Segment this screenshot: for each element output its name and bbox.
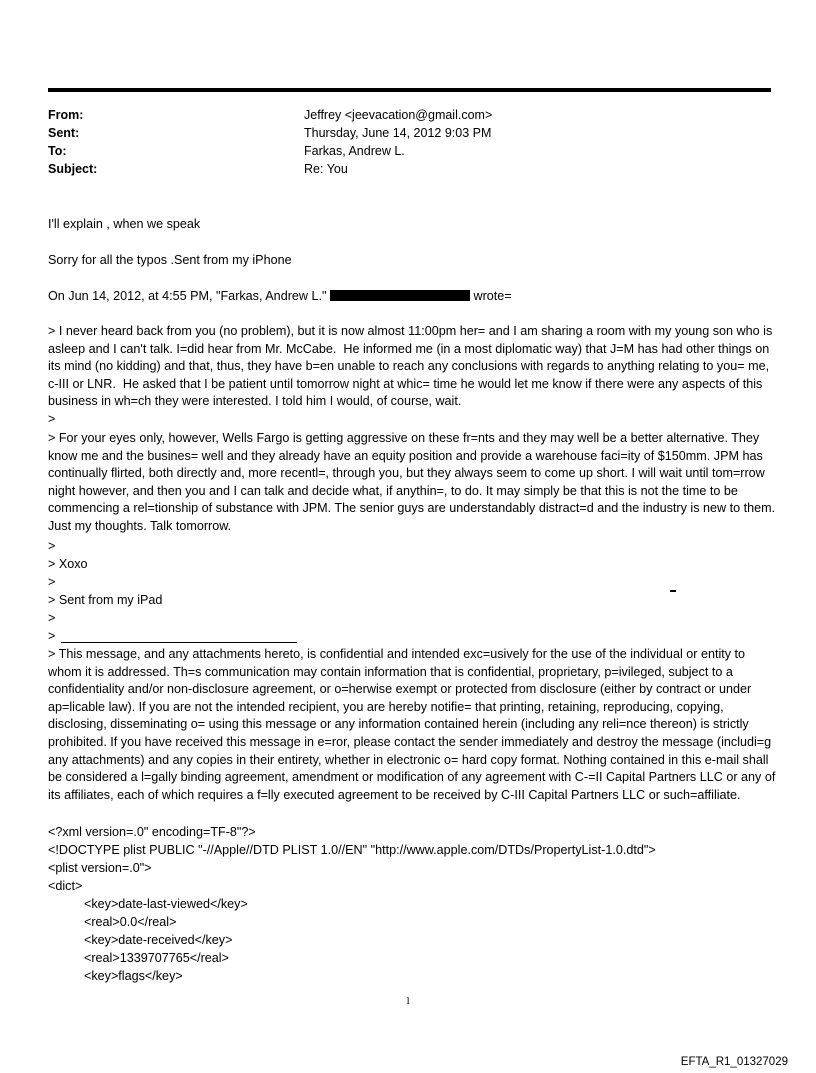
xml-key-date-received: <key>date-received</key>: [84, 933, 233, 947]
page-number: 1: [405, 996, 411, 1007]
xml-real-zero: <real>0.0</real>: [84, 915, 177, 929]
from-label: From:: [48, 108, 84, 122]
body-line-explain: I'll explain , when we speak: [48, 217, 201, 231]
sent-value: Thursday, June 14, 2012 9:03 PM: [304, 126, 492, 140]
xml-real-date: <real>1339707765</real>: [84, 951, 229, 965]
body-line-typos: Sorry for all the typos .Sent from my iPhone: [48, 253, 292, 267]
quoted-sent-ipad: > Sent from my iPad: [48, 593, 163, 607]
subject-value: Re: You: [304, 162, 348, 176]
quoted-gt-1: >: [48, 412, 56, 426]
to-row: [48, 143, 748, 161]
quoted-separator: [48, 628, 778, 646]
signature-line: [61, 631, 297, 643]
quote-intro-suffix: wrote=: [473, 289, 512, 303]
quote-intro: [48, 288, 778, 306]
subject-row: [48, 161, 748, 179]
disclaimer-paragraph: > This message, and any attachments hereto, is confidential and intended exc=usively for the use of the individual or entity to whom it is addressed. Th=s communication may contain information that is confidential, proprietary, p=ivileged, subject to a confidentiality and/or non-disclosure agreement, or o=herwise exempt or protected from disclosure (either by contract or under ap=licable law). If you are not the intended recipient, you are hereby notifie= that printing, retaining, reproducing, copying, disclosing, disseminating o= using this message or any information contained herein (including any reli=nce thereon) is strictly prohibited. If you have received this message in e=ror, please contact the sender immediately and destroy the message (includi=g any attachments) and any copies in their entirety, whether in electronic o= hard copy format. Nothing contained in this e-mail shall be considered a l=gally binding agreement, amendment or modification of any agreement with C-=II Capital Partners LLC or any of its affiliates, each of which requires a f=lly executed agreement to be received by C-III Capital Partners LLC or such=affiliate.: [48, 647, 779, 802]
xml-dict-open: <dict>: [48, 879, 83, 893]
quoted-gt-5: >: [48, 629, 56, 643]
bates-number: EFTA_R1_01327029: [680, 1056, 788, 1068]
xml-doctype: <!DOCTYPE plist PUBLIC "-//Apple//DTD PLIST 1.0//EN" "http://www.apple.com/DTDs/PropertyList-1.0.dtd">: [48, 843, 656, 857]
sent-row: [48, 125, 748, 143]
quoted-paragraph-1: > I never heard back from you (no problem), but it is now almost 11:00pm her= and I am sharing a room with my young son who is asleep and I can't talk. I=did hear from Mr. McCabe. He informed me (in a most diplomatic way) that J=M has had other things on its mind (no kidding) and that, thus, they have b=en unable to reach any conclusions with regards to anything relating to you= me, c-III or LNR. He asked that I be patient until tomorrow night at whic= time he would let me know if there were any aspects of this business in wh=ch they were interested. I told him I would, of course, wait.: [48, 324, 776, 409]
quote-intro-prefix: On Jun 14, 2012, at 4:55 PM, "Farkas, Andrew L.": [48, 289, 327, 303]
quoted-gt-4: >: [48, 611, 56, 625]
subject-label: Subject:: [48, 162, 98, 176]
to-label: To:: [48, 144, 67, 158]
quoted-paragraph-2: > For your eyes only, however, Wells Fargo is getting aggressive on these fr=nts and they may well be a better alternative. They know me and the busines= well and they already have an equity position and provide a warehouse faci=ity of $150mm. JPM has continually flirted, both directly and, more recentl=, through you, but they always seem to come up short. I will wait until tom=rrow night however, and then you and I can talk and decide what, if anythin=, to do. It may simply be that this is not the time to be commencing a rel=tionship of substance with JPM. The senior guys are understandably distract=d and the industry is new to them. Just my thoughts. Talk tomorrow.: [48, 431, 779, 533]
sent-label: Sent:: [48, 126, 80, 140]
from-row: [48, 107, 748, 125]
xml-key-date-last-viewed: <key>date-last-viewed</key>: [84, 897, 248, 911]
redaction-box: [330, 290, 470, 301]
from-value: Jeffrey <jeevacation@gmail.com>: [304, 108, 493, 122]
xml-key-flags: <key>flags</key>: [84, 969, 183, 983]
xml-declaration: <?xml version=.0" encoding=TF-8"?>: [48, 825, 256, 839]
quoted-gt-3: >: [48, 575, 56, 589]
quoted-gt-2: >: [48, 539, 56, 553]
stray-mark: [670, 590, 676, 592]
xml-plist-open: <plist version=.0">: [48, 861, 152, 875]
to-value: Farkas, Andrew L.: [304, 144, 405, 158]
quoted-xoxo: > Xoxo: [48, 557, 88, 571]
header-rule: [48, 88, 771, 92]
